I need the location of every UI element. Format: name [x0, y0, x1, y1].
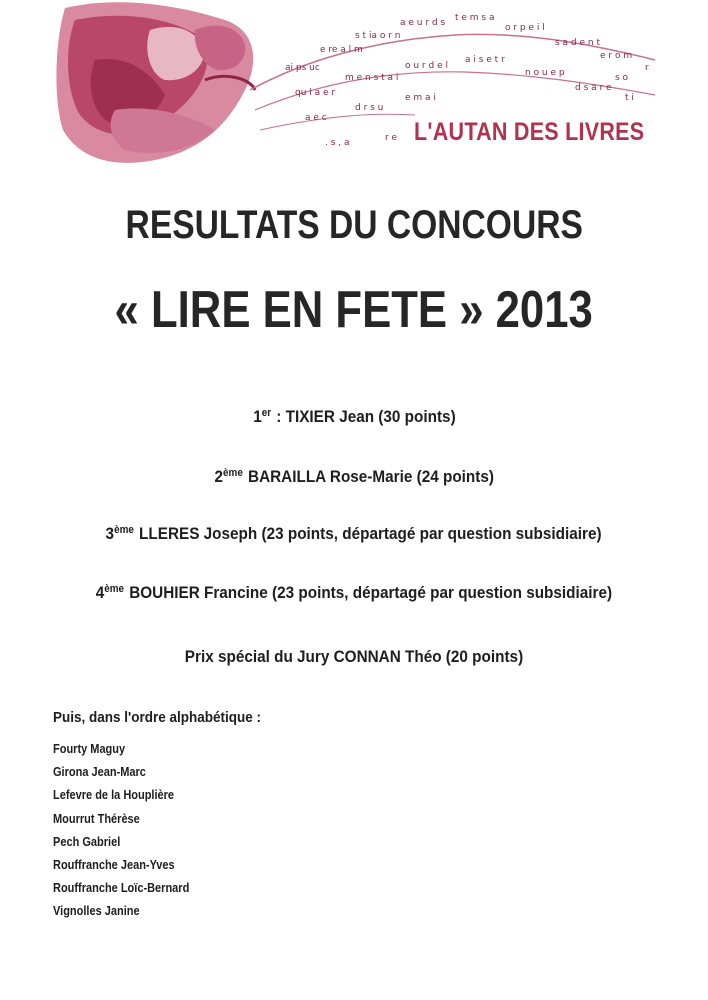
svg-text:o u r d e l: o u r d e l	[405, 61, 448, 71]
svg-text:t e m s a: t e m s a	[455, 13, 495, 23]
list-item: Rouffranche Jean-Yves	[53, 857, 175, 872]
svg-text:. s , a: . s , a	[325, 138, 350, 148]
svg-text:o r p e i l: o r p e i l	[505, 23, 545, 33]
list-item: Lefevre de la Houplière	[53, 788, 175, 803]
svg-text:qu l a e r: qu l a e r	[295, 88, 336, 98]
result-rank-3: 3ème LLERES Joseph (23 points, départagé par question subsidiaire)	[105, 524, 602, 543]
special-prize: Prix spécial du Jury CONNAN Théo (20 points)	[184, 647, 524, 666]
svg-text:s o: s o	[615, 73, 629, 83]
svg-text:a e u r d s: a e u r d s	[400, 18, 446, 28]
list-item: Pech Gabriel	[53, 834, 121, 849]
logo-text: L'AUTAN DES LIVRES	[414, 118, 645, 146]
alphabetical-list	[53, 738, 189, 924]
list-item: Vignolles Janine	[53, 904, 140, 919]
svg-text:e r o m: e r o m	[600, 51, 633, 61]
list-item: Girona Jean-Marc	[53, 765, 146, 780]
svg-text:ai ps uc: ai ps uc	[285, 63, 320, 73]
svg-text:m e n s t a i: m e n s t a i	[345, 73, 399, 83]
list-item: Rouffranche Loïc-Bernard	[53, 881, 190, 896]
svg-text:a i s e t r: a i s e t r	[465, 55, 505, 65]
svg-text:s t ia o r n: s t ia o r n	[355, 31, 401, 41]
result-rank-4: 4ème BOUHIER Francine (23 points, départagé par question subsidiaire)	[95, 583, 613, 602]
svg-text:a e c: a e c	[305, 113, 327, 123]
svg-text:n o u e p: n o u e p	[525, 68, 565, 78]
page-title-line1: RESULTATS DU CONCOURS	[125, 203, 583, 247]
alphabetical-intro: Puis, dans l'ordre alphabétique :	[53, 709, 261, 726]
wind-spirit-figure	[56, 2, 255, 163]
result-rank-1: 1er : TIXIER Jean (30 points)	[252, 407, 456, 426]
svg-text:t i: t i	[625, 93, 634, 103]
result-rank-2: 2ème BARAILLA Rose-Marie (24 points)	[214, 467, 494, 486]
svg-text:e re a l m: e re a l m	[320, 45, 363, 55]
svg-text:e m a i: e m a i	[405, 93, 436, 103]
svg-text:r: r	[645, 63, 649, 73]
logo-banner	[55, 0, 665, 172]
page-title-line2: « LIRE EN FETE » 2013	[114, 281, 594, 339]
svg-text:s a d e n t: s a d e n t	[555, 38, 600, 48]
svg-text:r e: r e	[385, 133, 398, 143]
list-item: Fourty Maguy	[53, 742, 126, 756]
svg-text:d r s u: d r s u	[355, 103, 384, 113]
svg-text:d s a r e: d s a r e	[575, 83, 612, 93]
list-item: Mourrut Thérèse	[53, 811, 140, 826]
